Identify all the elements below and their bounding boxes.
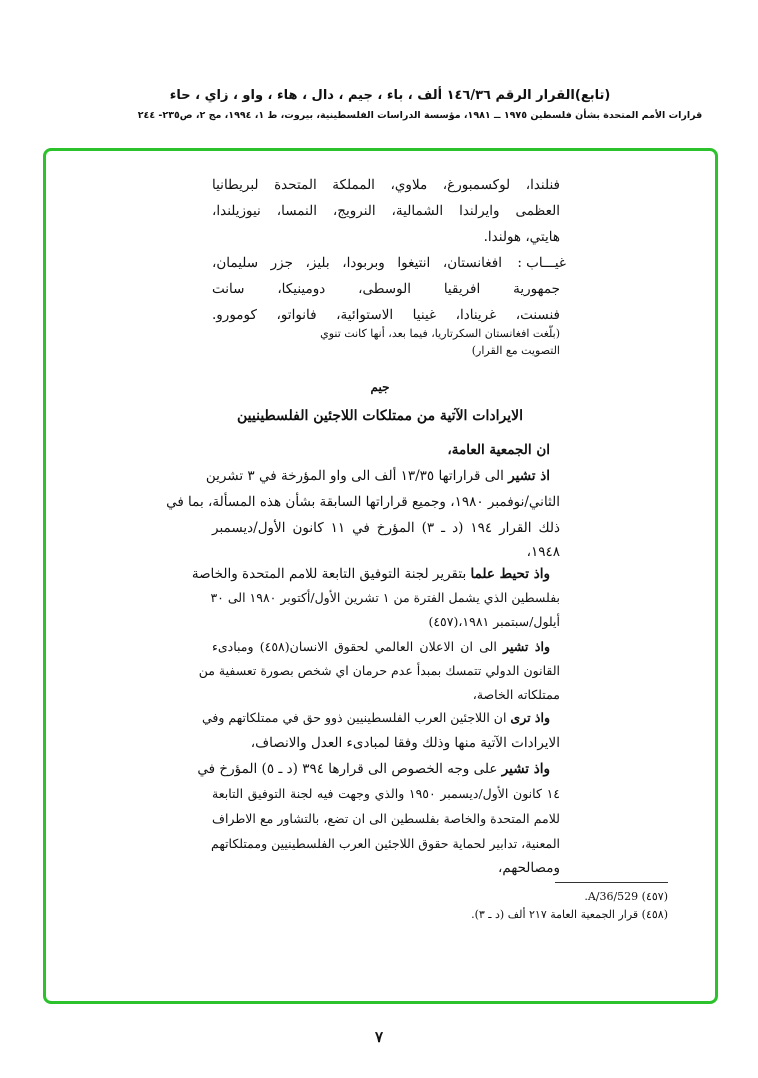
paragraph-lead: واذ تشير: [503, 639, 550, 654]
opening-line: ان الجمعية العامة،: [447, 442, 550, 458]
line-text: بتقرير لجنة التوفيق التابعة للامم المتحدة والخاصة: [191, 566, 467, 582]
resolution-header: (تابع)القرار الرقم ١٤٦/٣٦ ألف ، باء ، جيم ، دال ، هاء ، واو ، زاي ، حاء: [169, 88, 611, 103]
footnote: (٤٥٨) قرار الجمعية العامة ٢١٧ ألف (د ـ ٣).: [471, 908, 668, 921]
text-line: فنلندا، لوكسمبورغ، ملاوي، المملكة المتحدة لبريطانيا: [212, 177, 560, 193]
text-line: الايرادات الآتية منها وذلك وفقا لمبادىء العدل والانصاف،: [250, 735, 560, 751]
note-line: التصويت مع القرار): [471, 344, 560, 357]
text-line: ١٤ كانون الأول/ديسمبر ١٩٥٠ والذي وجهت فيه لجنة التوفيق التابعة: [212, 786, 560, 801]
text-line: ومصالحهم،: [498, 860, 560, 876]
text-line: فنسنت، غرينادا، غينيا الاستوائية، فانواتو، كومورو.: [212, 307, 560, 323]
paragraph-first-line: [191, 565, 550, 583]
text-line: للامم المتحدة والخاصة بفلسطين الى ان تضع، بالتشاور مع الاطراف: [212, 811, 560, 826]
paragraph-lead: اذ تشير: [508, 468, 550, 484]
text-line: افغانستان، انتيغوا وبربودا، بليز، جزر سليمان،: [212, 255, 502, 271]
paragraph-lead: واذ ترى: [510, 710, 550, 725]
page-number: ٧: [374, 1028, 384, 1046]
paragraph-lead: واذ تحيط علما: [470, 566, 550, 582]
paragraph-lead: واذ تشير: [501, 761, 550, 777]
note-line: (بلّغت افغانستان السكرتاريا، فيما بعد، أنها كانت تنوي: [320, 327, 560, 340]
text-line: ممتلكاته الخاصة،: [472, 687, 560, 702]
line-text: ان اللاجئين العرب الفلسطينيين ذوو حق في ممتلكاتهم وفي: [202, 710, 507, 725]
line-text: الى ان الاعلان العالمي لحقوق الانسان(٤٥٨) ومبادىء: [212, 639, 497, 654]
section-title: الايرادات الآتية من ممتلكات اللاجئين الفلسطينيين: [236, 408, 523, 424]
source-citation: قرارات الأمم المتحدة بشأن فلسطين ١٩٧٥ ــ ١٩٨١، مؤسسة الدراسات الفلسطينية، بيروت، ط ١، ١٩٩٤، مج ٢، ص٢٣٥- ٢٤٤: [137, 110, 703, 121]
paragraph-first-line: [202, 709, 550, 727]
text-line: أيلول/سبتمبر ١٩٨١،(٤٥٧): [428, 614, 560, 629]
line-text: الى قراراتها ١٣/٣٥ ألف الى واو المؤرخة في ٣ تشرين: [205, 468, 504, 484]
text-line: العظمى وايرلندا الشمالية، النرويج، النمسا، نيوزيلندا،: [212, 203, 560, 219]
footnote-divider: [555, 882, 668, 883]
text-line: المعنية، تدابير لحماية حقوق اللاجئين العرب الفلسطينيين وممتلكاتهم: [211, 836, 560, 851]
text-line: جمهورية افريقيا الوسطى، دومينيكا، سانت: [212, 281, 560, 297]
footnote: (٤٥٧) A/36/529.: [584, 890, 668, 903]
paragraph-first-line: [197, 760, 550, 778]
text-line: ذلك القرار ١٩٤ (د ـ ٣) المؤرخ في ١١ كانون الأول/ديسمبر: [212, 520, 560, 536]
paragraph-first-line: [205, 467, 550, 485]
text-line: بفلسطين الذي يشمل الفترة من ١ تشرين الأول/أكتوبر ١٩٨٠ الى ٣٠: [210, 590, 560, 605]
line-text: على وجه الخصوص الى قرارها ٣٩٤ (د ـ ٥) المؤرخ في: [197, 761, 498, 777]
text-line: هايتي، هولندا.: [483, 229, 560, 245]
text-line: القانون الدولي تتمسك بمبدأ عدم حرمان اي شخص بصورة تعسفية من: [198, 663, 560, 678]
text-line: ١٩٤٨،: [526, 544, 560, 560]
section-letter: جيم: [370, 380, 390, 394]
paragraph-first-line: [212, 638, 550, 656]
text-line: الثاني/نوفمبر ١٩٨٠، وجميع قراراتها السابقة بشأن هذه المسألة، بما في: [166, 494, 560, 510]
absent-label: غيـــاب :: [517, 255, 566, 271]
